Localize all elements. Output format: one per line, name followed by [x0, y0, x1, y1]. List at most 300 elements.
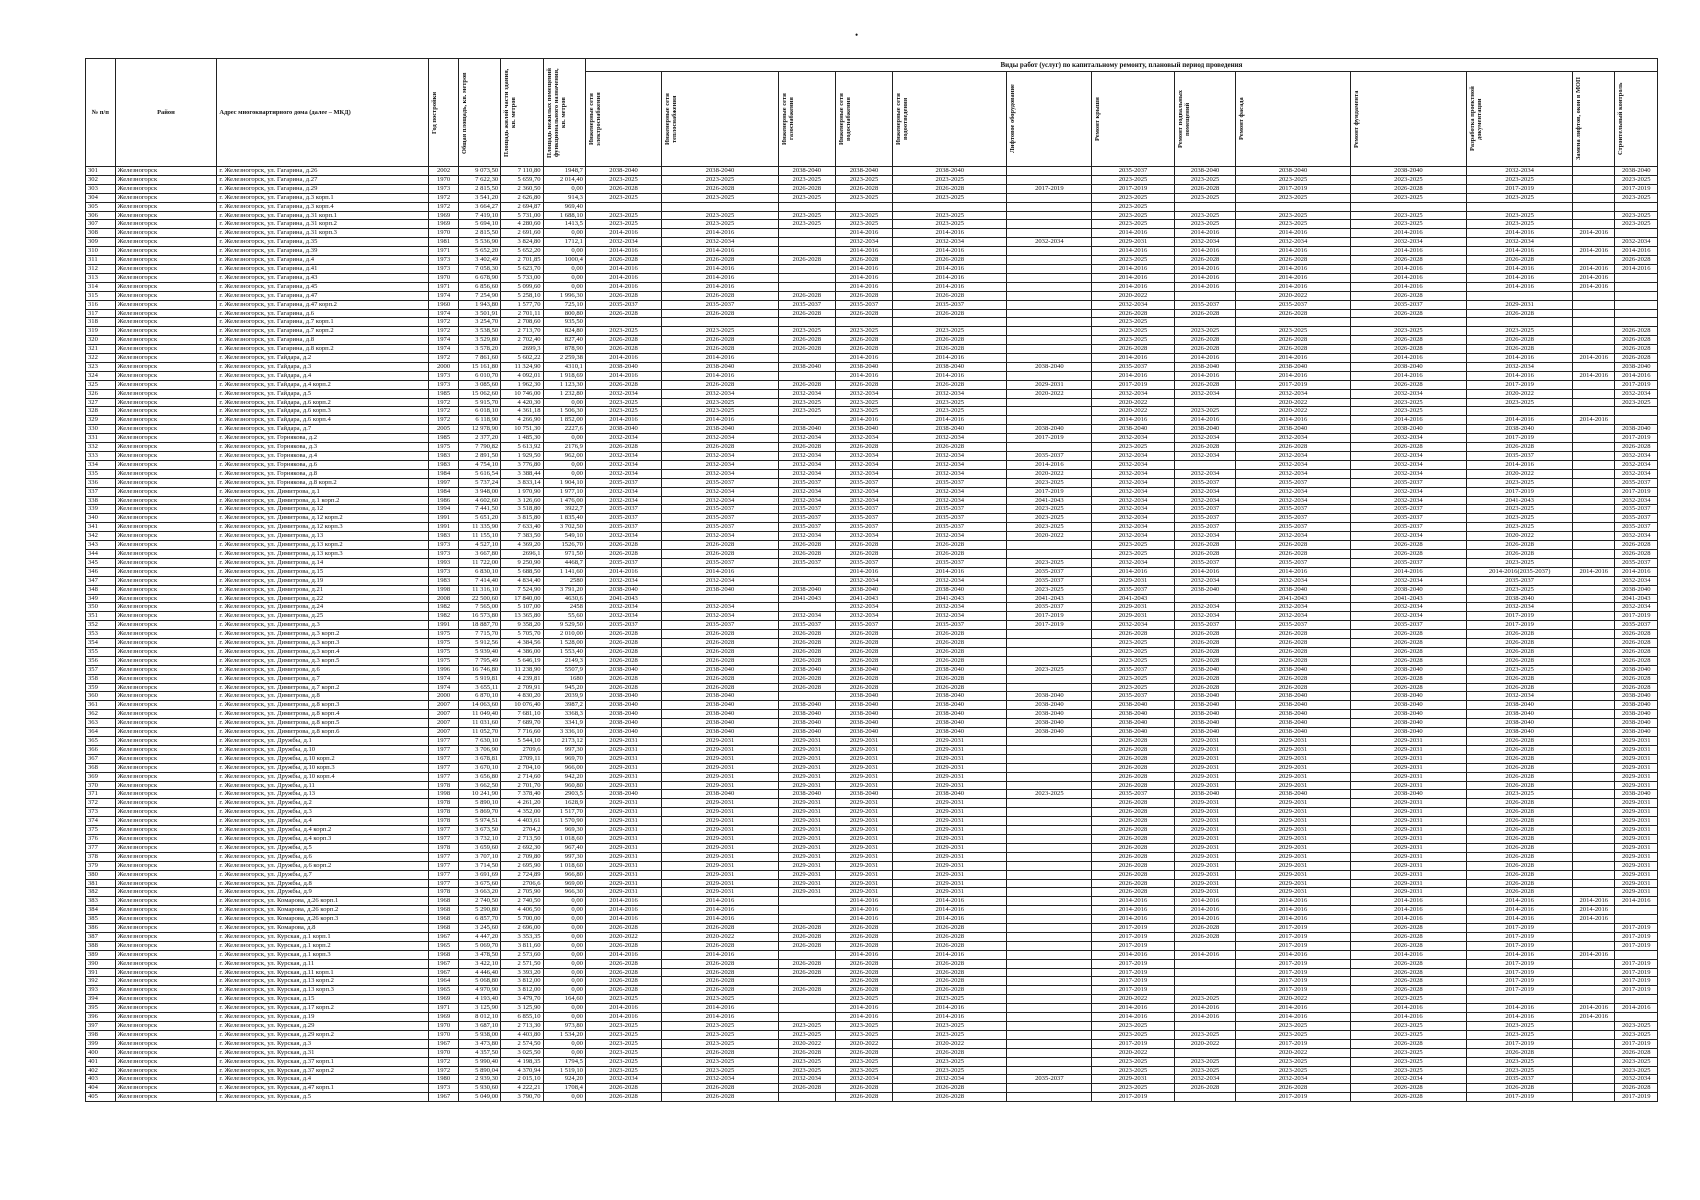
- table-cell: [778, 282, 835, 291]
- table-cell: г. Железногорск, ул. Димитрова, д.22: [217, 594, 429, 603]
- table-cell: 2014-2016: [1092, 897, 1175, 906]
- table-cell: 2032-2034: [662, 238, 779, 247]
- table-cell: 2023-2025: [1350, 407, 1467, 416]
- table-cell: [1573, 870, 1615, 879]
- col-work-label: Строительный контроль: [1617, 82, 1625, 156]
- table-cell: 2032-2034: [893, 603, 1007, 612]
- table-cell: [1573, 443, 1615, 452]
- table-cell: 2023-2025: [1467, 790, 1573, 799]
- table-cell: 2038-2040: [1350, 692, 1467, 701]
- table-cell: 2032-2034: [1092, 478, 1175, 487]
- table-cell: 2026-2028: [893, 656, 1007, 665]
- table-cell: 7 861,60: [458, 354, 500, 363]
- table-cell: 2032-2034: [1092, 389, 1175, 398]
- table-cell: 314: [86, 282, 116, 291]
- table-cell: 2038-2040: [1236, 701, 1350, 710]
- table-cell: 402: [86, 1066, 116, 1075]
- table-cell: 2026-2028: [835, 639, 892, 648]
- table-cell: 2032-2034: [1174, 389, 1235, 398]
- table-cell: 2023-2025: [778, 1066, 835, 1075]
- table-cell: г. Железногорск, ул. Гайдара, д.4 корп.2: [217, 380, 429, 389]
- table-cell: 2038-2040: [893, 425, 1007, 434]
- table-cell: 2032-2034: [1615, 532, 1658, 541]
- table-cell: 2014-2016: [1573, 915, 1615, 924]
- table-cell: 2035-2037: [1092, 692, 1175, 701]
- table-cell: 2026-2028: [1467, 737, 1573, 746]
- table-row: [86, 389, 1658, 398]
- table-cell: [1615, 282, 1658, 291]
- table-cell: 2023-2025: [1467, 665, 1573, 674]
- table-cell: г. Железногорск, ул. Дружбы, д.6: [217, 852, 429, 861]
- table-cell: 2023-2025: [835, 327, 892, 336]
- table-cell: [1236, 202, 1350, 211]
- table-cell: 2038-2040: [1615, 790, 1658, 799]
- table-cell: 2029-2031: [662, 808, 779, 817]
- table-cell: 4 527,10: [458, 541, 500, 550]
- table-cell: 1970: [429, 1022, 459, 1031]
- table-cell: 2023-2025: [1615, 211, 1658, 220]
- table-cell: 2029-2031: [1174, 781, 1235, 790]
- table-cell: 2017-2019: [1092, 380, 1175, 389]
- table-row: [86, 1075, 1658, 1084]
- table-cell: 2014-2016: [1573, 282, 1615, 291]
- table-cell: 2023-2025: [1174, 175, 1235, 184]
- table-cell: [1350, 202, 1467, 211]
- table-row: [86, 193, 1658, 202]
- table-cell: 2026-2028: [1350, 977, 1467, 986]
- table-cell: Железногорск: [115, 1013, 217, 1022]
- table-cell: 2038-2040: [1092, 728, 1175, 737]
- table-cell: 5 939,40: [458, 647, 500, 656]
- table-cell: 2026-2028: [585, 683, 661, 692]
- table-cell: 3 025,50: [501, 1048, 543, 1057]
- table-cell: 2029-2031: [662, 888, 779, 897]
- table-cell: 2026-2028: [835, 977, 892, 986]
- table-cell: г. Железногорск, ул. Димитрова, д.3 корп.4: [217, 647, 429, 656]
- table-cell: [1573, 1075, 1615, 1084]
- table-cell: 2032-2034: [1615, 460, 1658, 469]
- table-cell: 2029-2031: [893, 870, 1007, 879]
- table-cell: г. Железногорск, ул. Гагарина, д.8: [217, 336, 429, 345]
- table-cell: 3 812,00: [501, 986, 543, 995]
- table-cell: 2023-2025: [893, 1057, 1007, 1066]
- table-cell: 1973: [429, 567, 459, 576]
- table-cell: 1986: [429, 496, 459, 505]
- table-cell: 2696,1: [501, 549, 543, 558]
- table-cell: 2029-2031: [835, 834, 892, 843]
- table-cell: 392: [86, 977, 116, 986]
- table-cell: 2029-2031: [662, 843, 779, 852]
- table-cell: 2014-2016: [1092, 229, 1175, 238]
- table-cell: 2026-2028: [662, 541, 779, 550]
- table-row: [86, 558, 1658, 567]
- table-cell: 2032-2034: [778, 452, 835, 461]
- table-cell: 2038-2040: [835, 701, 892, 710]
- table-cell: Железногорск: [115, 834, 217, 843]
- table-cell: 2 708,60: [501, 318, 543, 327]
- table-cell: 1968: [429, 906, 459, 915]
- table-cell: 1998: [429, 790, 459, 799]
- table-cell: 2023-2025: [1174, 1066, 1235, 1075]
- table-cell: 2026-2028: [778, 1084, 835, 1093]
- table-cell: 2035-2037: [585, 523, 661, 532]
- table-cell: 2020-2022: [1236, 995, 1350, 1004]
- table-cell: 1970: [429, 273, 459, 282]
- table-cell: 2014-2016: [1573, 950, 1615, 959]
- table-cell: [778, 247, 835, 256]
- table-cell: 1984: [429, 469, 459, 478]
- table-cell: 2026-2028: [662, 184, 779, 193]
- table-cell: 2035-2037: [1615, 478, 1658, 487]
- table-cell: 2026-2028: [778, 256, 835, 265]
- table-cell: 2014-2016: [662, 354, 779, 363]
- table-cell: 2026-2028: [1467, 861, 1573, 870]
- table-row: [86, 469, 1658, 478]
- table-cell: 2029-2031: [1615, 879, 1658, 888]
- table-cell: 5 652,20: [458, 247, 500, 256]
- table-cell: 2035-2037: [1092, 665, 1175, 674]
- table-cell: [1573, 986, 1615, 995]
- table-cell: Железногорск: [115, 1004, 217, 1013]
- table-cell: 2014-2016: [1573, 229, 1615, 238]
- table-cell: 2038-2040: [1174, 710, 1235, 719]
- table-cell: [1007, 175, 1092, 184]
- table-cell: 2026-2028: [1174, 639, 1235, 648]
- table-cell: Железногорск: [115, 273, 217, 282]
- table-cell: 2032-2034: [1174, 603, 1235, 612]
- table-cell: [1573, 968, 1615, 977]
- table-cell: Железногорск: [115, 460, 217, 469]
- table-cell: 2029-2031: [893, 781, 1007, 790]
- table-cell: 2035-2037: [893, 478, 1007, 487]
- table-cell: 2017-2019: [1615, 612, 1658, 621]
- table-cell: 2026-2028: [1092, 870, 1175, 879]
- table-cell: 4 406,50: [501, 906, 543, 915]
- table-cell: 2035-2037: [893, 505, 1007, 514]
- table-cell: 2017-2019: [1615, 968, 1658, 977]
- table-cell: Железногорск: [115, 202, 217, 211]
- table-cell: [1174, 968, 1235, 977]
- table-cell: 2038-2040: [662, 710, 779, 719]
- table-cell: 2026-2028: [1467, 852, 1573, 861]
- table-cell: 2026-2028: [835, 1048, 892, 1057]
- table-cell: 2014-2016: [893, 567, 1007, 576]
- table-cell: 2038-2040: [893, 710, 1007, 719]
- table-cell: г. Железногорск, ул. Гагарина, д.29: [217, 184, 429, 193]
- table-cell: 2026-2028: [1092, 852, 1175, 861]
- table-cell: г. Железногорск, ул. Дружбы, д.7: [217, 870, 429, 879]
- table-cell: 966,30: [543, 888, 585, 897]
- table-cell: Железногорск: [115, 1075, 217, 1084]
- table-cell: 2023-2025: [1467, 478, 1573, 487]
- table-cell: 8 012,10: [458, 1013, 500, 1022]
- table-row: [86, 576, 1658, 585]
- table-cell: 2017-2019: [1615, 1039, 1658, 1048]
- table-cell: 11 155,10: [458, 532, 500, 541]
- table-cell: 1 534,20: [543, 1030, 585, 1039]
- table-cell: 2026-2028: [778, 630, 835, 639]
- table-cell: 2023-2025: [893, 211, 1007, 220]
- table-cell: г. Железногорск, ул. Гайдара, д.5: [217, 389, 429, 398]
- table-cell: 2029-2031: [778, 826, 835, 835]
- table-cell: 2014-2016: [1236, 247, 1350, 256]
- table-cell: 2026-2028: [893, 443, 1007, 452]
- table-cell: 3 707,10: [458, 852, 500, 861]
- table-cell: 2023-2025: [1007, 790, 1092, 799]
- table-cell: Железногорск: [115, 1066, 217, 1075]
- table-cell: 2023-2025: [585, 193, 661, 202]
- table-cell: 7 378,40: [501, 790, 543, 799]
- table-cell: Железногорск: [115, 505, 217, 514]
- table-cell: 2032-2034: [835, 532, 892, 541]
- table-cell: 2032-2034: [1615, 469, 1658, 478]
- table-cell: 2020-2022: [1092, 398, 1175, 407]
- table-cell: 2038-2040: [1236, 728, 1350, 737]
- table-cell: 1975: [429, 647, 459, 656]
- table-cell: 2020-2022: [1007, 469, 1092, 478]
- table-cell: 399: [86, 1039, 116, 1048]
- table-cell: 5 919,81: [458, 674, 500, 683]
- table-cell: 997,30: [543, 852, 585, 861]
- table-cell: 306: [86, 211, 116, 220]
- table-cell: 2026-2028: [662, 941, 779, 950]
- table-cell: 2029-2031: [893, 843, 1007, 852]
- table-cell: 3 678,81: [458, 754, 500, 763]
- table-cell: 2032-2034: [778, 460, 835, 469]
- table-cell: Железногорск: [115, 282, 217, 291]
- table-cell: 2026-2028: [778, 380, 835, 389]
- table-cell: 2029-2031: [1350, 879, 1467, 888]
- table-cell: 11 238,90: [501, 665, 543, 674]
- table-cell: 2014-2016: [1174, 1004, 1235, 1013]
- table-cell: [1007, 1093, 1092, 1102]
- table-cell: 1948,7: [543, 167, 585, 176]
- table-cell: 331: [86, 434, 116, 443]
- table-row: [86, 754, 1658, 763]
- table-cell: Железногорск: [115, 532, 217, 541]
- table-cell: 2023-2025: [662, 995, 779, 1004]
- table-cell: 2029-2031: [1092, 576, 1175, 585]
- table-cell: [835, 318, 892, 327]
- table-cell: Железногорск: [115, 523, 217, 532]
- table-cell: Железногорск: [115, 478, 217, 487]
- table-cell: 15 161,80: [458, 362, 500, 371]
- table-cell: 2020-2022: [1467, 532, 1573, 541]
- table-cell: 2026-2028: [1467, 799, 1573, 808]
- table-cell: 2038-2040: [1236, 719, 1350, 728]
- table-cell: 2029-2031: [662, 763, 779, 772]
- table-cell: 2032-2034: [893, 1075, 1007, 1084]
- table-cell: [662, 318, 779, 327]
- table-cell: 2020-2022: [1467, 389, 1573, 398]
- table-cell: 2029-2031: [1615, 888, 1658, 897]
- table-cell: 4 970,90: [458, 986, 500, 995]
- table-cell: 2026-2028: [893, 541, 1007, 550]
- table-cell: 2026-2028: [585, 256, 661, 265]
- table-cell: [1573, 781, 1615, 790]
- table-cell: 2014-2016: [835, 416, 892, 425]
- table-cell: 1972: [429, 327, 459, 336]
- table-cell: [1573, 167, 1615, 176]
- table-cell: [1007, 1004, 1092, 1013]
- table-cell: 2032-2034: [1236, 238, 1350, 247]
- table-cell: 2026-2028: [893, 683, 1007, 692]
- table-cell: 3 422,10: [458, 959, 500, 968]
- table-cell: 2023-2025: [585, 1048, 661, 1057]
- table-cell: 2032-2034: [1174, 469, 1235, 478]
- table-cell: 2026-2028: [835, 1084, 892, 1093]
- table-cell: 378: [86, 852, 116, 861]
- table-cell: 2026-2028: [1615, 327, 1658, 336]
- table-cell: 5 869,70: [458, 808, 500, 817]
- table-cell: [1467, 318, 1573, 327]
- table-cell: 2035-2037: [585, 621, 661, 630]
- table-cell: 1972: [429, 193, 459, 202]
- table-cell: 2026-2028: [835, 380, 892, 389]
- table-cell: [1007, 959, 1092, 968]
- table-cell: 2014-2016: [1236, 1004, 1350, 1013]
- table-cell: 2032-2034: [1467, 167, 1573, 176]
- table-cell: 2038-2040: [585, 167, 661, 176]
- table-cell: 2026-2028: [1350, 683, 1467, 692]
- table-cell: 2017-2019: [1467, 977, 1573, 986]
- table-cell: 2032-2034: [1467, 603, 1573, 612]
- table-cell: 2038-2040: [1007, 425, 1092, 434]
- table-cell: 3 518,80: [501, 505, 543, 514]
- table-cell: 2023-2025: [835, 1022, 892, 1031]
- table-cell: Железногорск: [115, 665, 217, 674]
- table-cell: Железногорск: [115, 1057, 217, 1066]
- table-cell: 2038-2040: [835, 167, 892, 176]
- table-cell: 2026-2028: [893, 941, 1007, 950]
- table-cell: 2026-2028: [1092, 754, 1175, 763]
- table-row: [86, 309, 1658, 318]
- table-cell: 4 602,60: [458, 496, 500, 505]
- table-cell: 2026-2028: [585, 541, 661, 550]
- table-row: [86, 487, 1658, 496]
- table-cell: 2014-2016: [1573, 567, 1615, 576]
- table-cell: 2038-2040: [585, 790, 661, 799]
- table-cell: г. Железногорск, ул. Курская, д.3: [217, 1039, 429, 1048]
- table-cell: 5 651,20: [458, 514, 500, 523]
- table-cell: 2035-2037: [1174, 523, 1235, 532]
- table-cell: 352: [86, 621, 116, 630]
- table-cell: 2026-2028: [585, 968, 661, 977]
- table-cell: 2 692,30: [501, 843, 543, 852]
- table-cell: 1977: [429, 861, 459, 870]
- table-cell: [1615, 915, 1658, 924]
- table-cell: 2017-2019: [1007, 184, 1092, 193]
- table-cell: 2709,11: [501, 754, 543, 763]
- table-cell: 2029-2031: [1350, 799, 1467, 808]
- table-cell: 1967: [429, 1093, 459, 1102]
- table-cell: 2026-2028: [835, 683, 892, 692]
- table-cell: 2014-2016: [1174, 229, 1235, 238]
- table-cell: 394: [86, 995, 116, 1004]
- table-cell: 2023-2025: [1467, 398, 1573, 407]
- table-cell: 2029-2031: [778, 817, 835, 826]
- table-cell: 2 360,50: [501, 184, 543, 193]
- table-cell: 2026-2028: [893, 309, 1007, 318]
- table-cell: 2041-2043: [1236, 594, 1350, 603]
- table-cell: 2023-2025: [835, 1066, 892, 1075]
- table-cell: 2023-2025: [1092, 175, 1175, 184]
- table-cell: Железногорск: [115, 1048, 217, 1057]
- table-cell: [1615, 407, 1658, 416]
- table-cell: 2038-2040: [778, 790, 835, 799]
- table-cell: 2014-2016: [1350, 264, 1467, 273]
- table-row: [86, 523, 1658, 532]
- table-cell: 2023-2025: [835, 220, 892, 229]
- table-cell: 2014-2016: [835, 906, 892, 915]
- table-cell: 2029-2031: [1615, 772, 1658, 781]
- table-cell: 2035-2037: [1174, 558, 1235, 567]
- table-cell: 997,30: [543, 745, 585, 754]
- table-cell: 2014-2016: [893, 1004, 1007, 1013]
- table-cell: 327: [86, 398, 116, 407]
- table-cell: 2026-2028: [778, 932, 835, 941]
- table-cell: 2014-2016: [662, 282, 779, 291]
- table-cell: 2014-2016: [1467, 273, 1573, 282]
- table-cell: 2038-2040: [835, 728, 892, 737]
- table-cell: 2014-2016: [1615, 897, 1658, 906]
- table-cell: 2038-2040: [1092, 710, 1175, 719]
- table-cell: 2041-2043: [1007, 594, 1092, 603]
- table-cell: 7 689,70: [501, 719, 543, 728]
- table-cell: 2014-2016: [585, 897, 661, 906]
- table-row: [86, 817, 1658, 826]
- table-cell: 2026-2028: [662, 336, 779, 345]
- table-cell: 2026-2028: [1092, 799, 1175, 808]
- table-cell: г. Железногорск, ул. Гагарина, д.47: [217, 291, 429, 300]
- table-cell: 2 695,90: [501, 861, 543, 870]
- table-cell: 7 441,50: [458, 505, 500, 514]
- table-cell: 2029-2031: [835, 772, 892, 781]
- table-cell: 2029-2031: [778, 781, 835, 790]
- table-cell: 2014-2016: [1573, 354, 1615, 363]
- table-cell: 1975: [429, 630, 459, 639]
- table-cell: 2020-2022: [1236, 291, 1350, 300]
- table-cell: 2032-2034: [1615, 238, 1658, 247]
- table-cell: г. Железногорск, ул. Димитрова, д.19: [217, 576, 429, 585]
- table-cell: 4 261,20: [501, 799, 543, 808]
- table-cell: [1573, 1093, 1615, 1102]
- table-cell: 10 751,30: [501, 425, 543, 434]
- table-cell: 2032-2034: [662, 434, 779, 443]
- table-cell: 2035-2037: [893, 523, 1007, 532]
- table-cell: г. Железногорск, ул. Гагарина, д.35: [217, 238, 429, 247]
- table-cell: 2014-2016: [1092, 567, 1175, 576]
- table-cell: 2038-2040: [1350, 710, 1467, 719]
- table-cell: 2032-2034: [1350, 612, 1467, 621]
- table-cell: г. Железногорск, ул. Димитрова, д.3: [217, 621, 429, 630]
- table-cell: 2029-2031: [778, 843, 835, 852]
- table-cell: 2035-2037: [1615, 505, 1658, 514]
- table-cell: 2029-2031: [1350, 888, 1467, 897]
- table-cell: 2023-2025: [893, 407, 1007, 416]
- table-cell: 962,00: [543, 452, 585, 461]
- table-cell: 2029-2031: [1236, 745, 1350, 754]
- table-cell: г. Железногорск, ул. Гагарина, д.39: [217, 247, 429, 256]
- table-cell: [1007, 683, 1092, 692]
- table-row: [86, 532, 1658, 541]
- table-row: [86, 220, 1658, 229]
- table-cell: 2014-2016: [1467, 354, 1573, 363]
- table-cell: 2023-2025: [778, 1022, 835, 1031]
- table-cell: 2029-2031: [893, 852, 1007, 861]
- table-cell: Железногорск: [115, 558, 217, 567]
- table-cell: 2014-2016: [835, 264, 892, 273]
